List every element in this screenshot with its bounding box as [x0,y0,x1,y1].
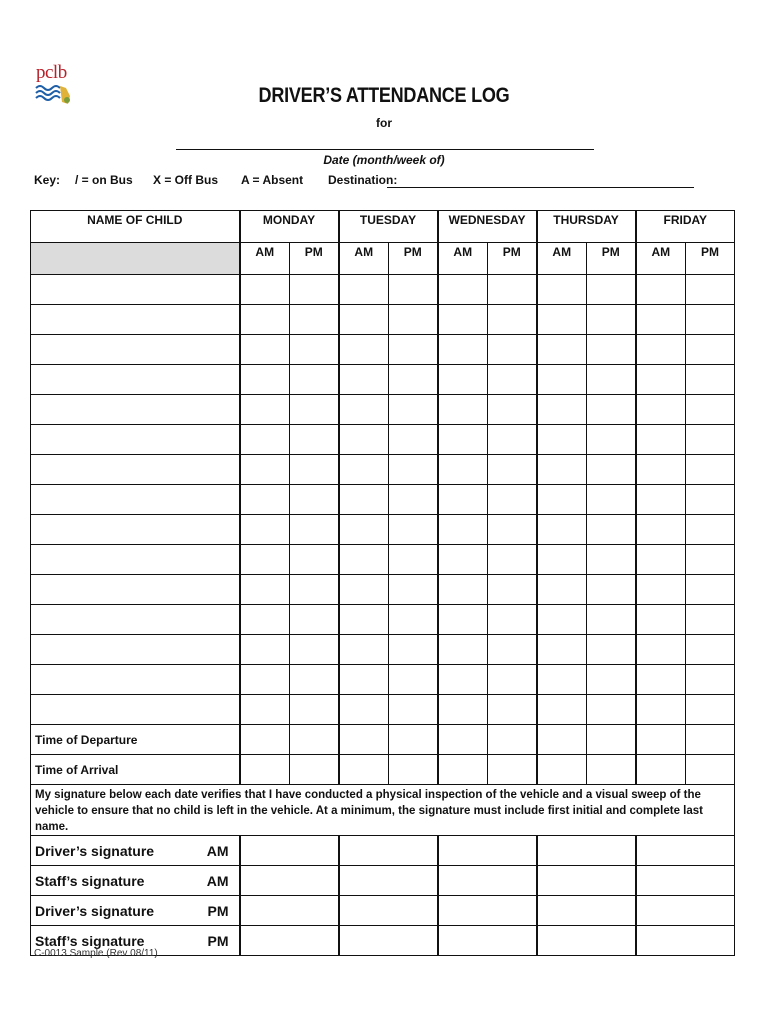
date-caption: Date (month/week of) [323,153,445,167]
day-header-friday: FRIDAY [636,211,735,243]
child-name-cell[interactable] [31,455,240,485]
child-row [31,365,735,395]
signature-entry-cell[interactable] [438,836,537,866]
child-row [31,635,735,665]
signature-entry-cell[interactable] [636,926,735,956]
am-entry-cell[interactable] [636,665,686,695]
am-entry-cell[interactable] [438,695,488,725]
child-name-cell[interactable] [31,425,240,455]
pm-entry-cell[interactable] [686,365,735,395]
am-entry-cell[interactable] [438,575,488,605]
child-name-cell[interactable] [31,545,240,575]
pm-entry-cell[interactable] [290,425,339,455]
am-entry-cell[interactable] [537,545,587,575]
destination-entry-line [387,187,694,188]
pm-entry-cell[interactable] [587,455,636,485]
pm-entry-cell[interactable] [389,665,438,695]
pm-entry-cell[interactable] [389,515,438,545]
am-entry-cell[interactable] [438,275,488,305]
arrival-row-label: Time of Arrival [31,755,240,785]
child-row [31,695,735,725]
am-entry-cell[interactable] [537,695,587,725]
signer-label: Staff’s signature [35,932,145,949]
pm-entry-cell[interactable] [389,755,438,785]
signature-entry-cell[interactable] [339,836,438,866]
am-entry-cell[interactable] [240,725,290,755]
pm-entry-cell[interactable] [488,335,537,365]
am-entry-cell[interactable] [636,275,686,305]
pm-entry-cell[interactable] [290,275,339,305]
child-row [31,425,735,455]
pm-header: PM [290,243,339,275]
pm-header: PM [488,243,537,275]
am-entry-cell[interactable] [636,515,686,545]
am-entry-cell[interactable] [537,395,587,425]
child-row [31,335,735,365]
pm-entry-cell[interactable] [686,275,735,305]
signature-entry-cell[interactable] [240,866,339,896]
page-title: DRIVER’S ATTENDANCE LOG [258,84,510,107]
pm-entry-cell[interactable] [587,515,636,545]
signature-entry-cell[interactable] [438,896,537,926]
am-entry-cell[interactable] [240,635,290,665]
signature-row [31,866,735,896]
signature-label-cell [31,866,240,896]
signer-label: Driver’s signature [35,902,155,919]
pm-entry-cell[interactable] [686,635,735,665]
child-row [31,305,735,335]
pm-entry-cell[interactable] [686,695,735,725]
am-entry-cell[interactable] [636,695,686,725]
am-header: AM [438,243,488,275]
pm-entry-cell[interactable] [290,545,339,575]
signature-period: PM [207,902,229,919]
day-header-thursday: THURSDAY [537,211,636,243]
signature-row [31,836,735,866]
child-name-cell[interactable] [31,335,240,365]
am-entry-cell[interactable] [438,395,488,425]
am-entry-cell[interactable] [438,365,488,395]
am-entry-cell[interactable] [438,335,488,365]
am-entry-cell[interactable] [636,755,686,785]
pm-entry-cell[interactable] [389,575,438,605]
pm-entry-cell[interactable] [587,665,636,695]
pm-entry-cell[interactable] [488,365,537,395]
pm-entry-cell[interactable] [488,305,537,335]
am-entry-cell[interactable] [636,605,686,635]
name-of-child-header: NAME OF CHILD [31,211,240,243]
departure-row-label: Time of Departure [31,725,240,755]
am-header: AM [636,243,686,275]
pm-entry-cell[interactable] [488,515,537,545]
am-entry-cell[interactable] [339,515,389,545]
pm-entry-cell[interactable] [488,575,537,605]
am-entry-cell[interactable] [339,395,389,425]
am-entry-cell[interactable] [438,455,488,485]
am-entry-cell[interactable] [537,605,587,635]
key-off-bus: X = Off Bus [153,173,219,187]
signature-entry-cell[interactable] [339,866,438,896]
am-header: AM [537,243,587,275]
am-entry-cell[interactable] [636,305,686,335]
child-name-cell[interactable] [31,635,240,665]
pm-entry-cell[interactable] [686,575,735,605]
am-entry-cell[interactable] [636,365,686,395]
am-entry-cell[interactable] [636,455,686,485]
child-row [31,485,735,515]
am-entry-cell[interactable] [339,545,389,575]
day-header-tuesday: TUESDAY [339,211,438,243]
pm-entry-cell[interactable] [290,635,339,665]
pm-entry-cell[interactable] [290,335,339,365]
pm-entry-cell[interactable] [488,605,537,635]
am-entry-cell[interactable] [240,455,290,485]
pm-entry-cell[interactable] [587,605,636,635]
child-name-cell[interactable] [31,395,240,425]
pm-entry-cell[interactable] [587,395,636,425]
pm-entry-cell[interactable] [587,635,636,665]
child-name-cell[interactable] [31,485,240,515]
pm-entry-cell[interactable] [488,635,537,665]
pm-entry-cell[interactable] [290,485,339,515]
pm-entry-cell[interactable] [587,485,636,515]
child-name-cell[interactable] [31,665,240,695]
pm-entry-cell[interactable] [587,725,636,755]
pm-entry-cell[interactable] [686,335,735,365]
pm-header: PM [389,243,438,275]
day-header-wednesday: WEDNESDAY [438,211,537,243]
am-entry-cell[interactable] [636,335,686,365]
am-entry-cell[interactable] [240,605,290,635]
am-entry-cell[interactable] [438,635,488,665]
signer-label: Driver’s signature [35,842,155,859]
pm-entry-cell[interactable] [587,365,636,395]
pm-entry-cell[interactable] [389,455,438,485]
pm-entry-cell[interactable] [290,305,339,335]
pm-entry-cell[interactable] [488,275,537,305]
key-on-bus: / = on Bus [75,173,133,187]
signature-entry-cell[interactable] [636,896,735,926]
pm-entry-cell[interactable] [587,335,636,365]
pm-entry-cell[interactable] [290,695,339,725]
signature-entry-cell[interactable] [438,926,537,956]
am-entry-cell[interactable] [339,755,389,785]
am-entry-cell[interactable] [537,305,587,335]
am-entry-cell[interactable] [537,485,587,515]
am-entry-cell[interactable] [438,425,488,455]
am-entry-cell[interactable] [339,635,389,665]
pm-entry-cell[interactable] [686,395,735,425]
pm-entry-cell[interactable] [290,365,339,395]
am-entry-cell[interactable] [339,275,389,305]
am-entry-cell[interactable] [240,755,290,785]
child-name-cell[interactable] [31,275,240,305]
key-label: Key: [34,173,61,187]
signature-label-cell [31,896,240,926]
am-entry-cell[interactable] [636,575,686,605]
child-name-cell[interactable] [31,695,240,725]
pm-entry-cell[interactable] [587,425,636,455]
signature-entry-cell[interactable] [537,896,636,926]
child-row [31,605,735,635]
am-entry-cell[interactable] [636,725,686,755]
am-entry-cell[interactable] [537,725,587,755]
signature-note: My signature below each date verifies that I have conducted a physical inspection of the vehicle and a visual sweep of the vehicle to ensure that no child is left in the vehicle. At a minimum, the signature must include first initial and complete last name. [31,785,735,836]
child-name-cell[interactable] [31,605,240,635]
am-entry-cell[interactable] [438,545,488,575]
pm-entry-cell[interactable] [488,395,537,425]
key-absent: A = Absent [241,173,304,187]
am-entry-cell[interactable] [537,425,587,455]
pm-entry-cell[interactable] [389,605,438,635]
pm-header: PM [587,243,636,275]
am-entry-cell[interactable] [240,695,290,725]
pm-entry-cell[interactable] [389,365,438,395]
child-name-cell[interactable] [31,575,240,605]
am-entry-cell[interactable] [537,275,587,305]
pm-entry-cell[interactable] [290,395,339,425]
am-entry-cell[interactable] [240,365,290,395]
pm-entry-cell[interactable] [488,455,537,485]
am-entry-cell[interactable] [438,305,488,335]
signature-period: AM [206,842,229,859]
arrival-row [31,755,735,785]
am-entry-cell[interactable] [537,515,587,545]
signature-entry-cell[interactable] [240,926,339,956]
pm-entry-cell[interactable] [488,665,537,695]
pm-entry-cell[interactable] [290,515,339,545]
pm-entry-cell[interactable] [488,485,537,515]
am-entry-cell[interactable] [339,365,389,395]
child-row [31,455,735,485]
pm-entry-cell[interactable] [686,305,735,335]
pm-entry-cell[interactable] [686,455,735,485]
pm-entry-cell[interactable] [587,695,636,725]
am-entry-cell[interactable] [339,305,389,335]
form-code-footer: C-0013 Sample (Rev 08/11) [34,948,158,959]
signature-entry-cell[interactable] [636,866,735,896]
signature-entry-cell[interactable] [339,896,438,926]
signature-entry-cell[interactable] [339,926,438,956]
am-entry-cell[interactable] [438,665,488,695]
signature-entry-cell[interactable] [537,836,636,866]
for-label: for [376,116,392,130]
pm-entry-cell[interactable] [587,575,636,605]
am-entry-cell[interactable] [438,605,488,635]
am-entry-cell[interactable] [438,515,488,545]
am-header: AM [240,243,290,275]
pm-entry-cell[interactable] [389,485,438,515]
pm-entry-cell[interactable] [488,755,537,785]
am-entry-cell[interactable] [240,575,290,605]
am-entry-cell[interactable] [636,545,686,575]
am-entry-cell[interactable] [240,275,290,305]
child-row [31,515,735,545]
am-entry-cell[interactable] [339,485,389,515]
logo-wordmark: pclb [36,62,67,83]
am-entry-cell[interactable] [636,425,686,455]
pm-entry-cell[interactable] [587,305,636,335]
signature-entry-cell[interactable] [438,866,537,896]
pm-entry-cell[interactable] [290,605,339,635]
am-entry-cell[interactable] [339,455,389,485]
pm-entry-cell[interactable] [389,725,438,755]
child-row [31,395,735,425]
am-entry-cell[interactable] [339,425,389,455]
signer-label: Staff’s signature [35,872,145,889]
am-entry-cell[interactable] [240,425,290,455]
child-name-cell[interactable] [31,365,240,395]
am-header: AM [339,243,389,275]
pm-entry-cell[interactable] [587,755,636,785]
am-entry-cell[interactable] [438,485,488,515]
signature-entry-cell[interactable] [537,926,636,956]
pm-entry-cell[interactable] [686,425,735,455]
pm-entry-cell[interactable] [389,395,438,425]
pm-entry-cell[interactable] [488,695,537,725]
signature-period: AM [206,872,229,889]
am-entry-cell[interactable] [438,725,488,755]
pm-entry-cell[interactable] [488,425,537,455]
am-entry-cell[interactable] [537,635,587,665]
departure-row [31,725,735,755]
pm-entry-cell[interactable] [389,695,438,725]
child-name-cell[interactable] [31,515,240,545]
pm-entry-cell[interactable] [290,665,339,695]
pm-entry-cell[interactable] [389,275,438,305]
child-name-cell[interactable] [31,305,240,335]
pm-entry-cell[interactable] [686,605,735,635]
am-entry-cell[interactable] [636,485,686,515]
child-row [31,665,735,695]
pm-entry-cell[interactable] [587,545,636,575]
pm-header: PM [686,243,735,275]
am-pm-header-row [31,243,735,275]
am-entry-cell[interactable] [438,755,488,785]
am-entry-cell[interactable] [636,395,686,425]
am-entry-cell[interactable] [339,665,389,695]
pm-entry-cell[interactable] [290,755,339,785]
am-entry-cell[interactable] [537,665,587,695]
destination-label: Destination: [328,173,398,187]
pm-entry-cell[interactable] [686,725,735,755]
am-entry-cell[interactable] [339,725,389,755]
signature-entry-cell[interactable] [240,836,339,866]
signature-entry-cell[interactable] [636,836,735,866]
signature-entry-cell[interactable] [537,866,636,896]
signature-label-cell [31,836,240,866]
am-entry-cell[interactable] [240,545,290,575]
day-header-monday: MONDAY [240,211,339,243]
signature-entry-cell[interactable] [240,896,339,926]
am-entry-cell[interactable] [537,455,587,485]
am-entry-cell[interactable] [240,485,290,515]
pm-entry-cell[interactable] [686,755,735,785]
pm-entry-cell[interactable] [389,425,438,455]
pm-entry-cell[interactable] [686,485,735,515]
am-entry-cell[interactable] [339,605,389,635]
pm-entry-cell[interactable] [290,575,339,605]
pm-entry-cell[interactable] [389,545,438,575]
day-header-row [31,211,735,243]
signature-period: PM [207,932,229,949]
pm-entry-cell[interactable] [488,545,537,575]
child-row [31,275,735,305]
am-entry-cell[interactable] [636,635,686,665]
attendance-table [30,210,735,956]
am-entry-cell[interactable] [240,665,290,695]
am-entry-cell[interactable] [537,365,587,395]
pm-entry-cell[interactable] [686,515,735,545]
signature-note-row [31,785,735,836]
am-entry-cell[interactable] [240,515,290,545]
pm-entry-cell[interactable] [290,455,339,485]
pm-entry-cell[interactable] [587,275,636,305]
pm-entry-cell[interactable] [389,305,438,335]
name-subheader-cell [31,243,240,275]
pm-entry-cell[interactable] [686,665,735,695]
am-entry-cell[interactable] [240,335,290,365]
pm-entry-cell[interactable] [389,335,438,365]
am-entry-cell[interactable] [240,305,290,335]
am-entry-cell[interactable] [339,695,389,725]
am-entry-cell[interactable] [537,575,587,605]
pm-entry-cell[interactable] [290,725,339,755]
signature-row [31,896,735,926]
pm-entry-cell[interactable] [686,545,735,575]
child-row [31,545,735,575]
am-entry-cell[interactable] [339,575,389,605]
pm-entry-cell[interactable] [389,635,438,665]
pm-entry-cell[interactable] [488,725,537,755]
am-entry-cell[interactable] [339,335,389,365]
am-entry-cell[interactable] [537,335,587,365]
am-entry-cell[interactable] [240,395,290,425]
date-entry-line [176,149,594,150]
child-row [31,575,735,605]
am-entry-cell[interactable] [537,755,587,785]
